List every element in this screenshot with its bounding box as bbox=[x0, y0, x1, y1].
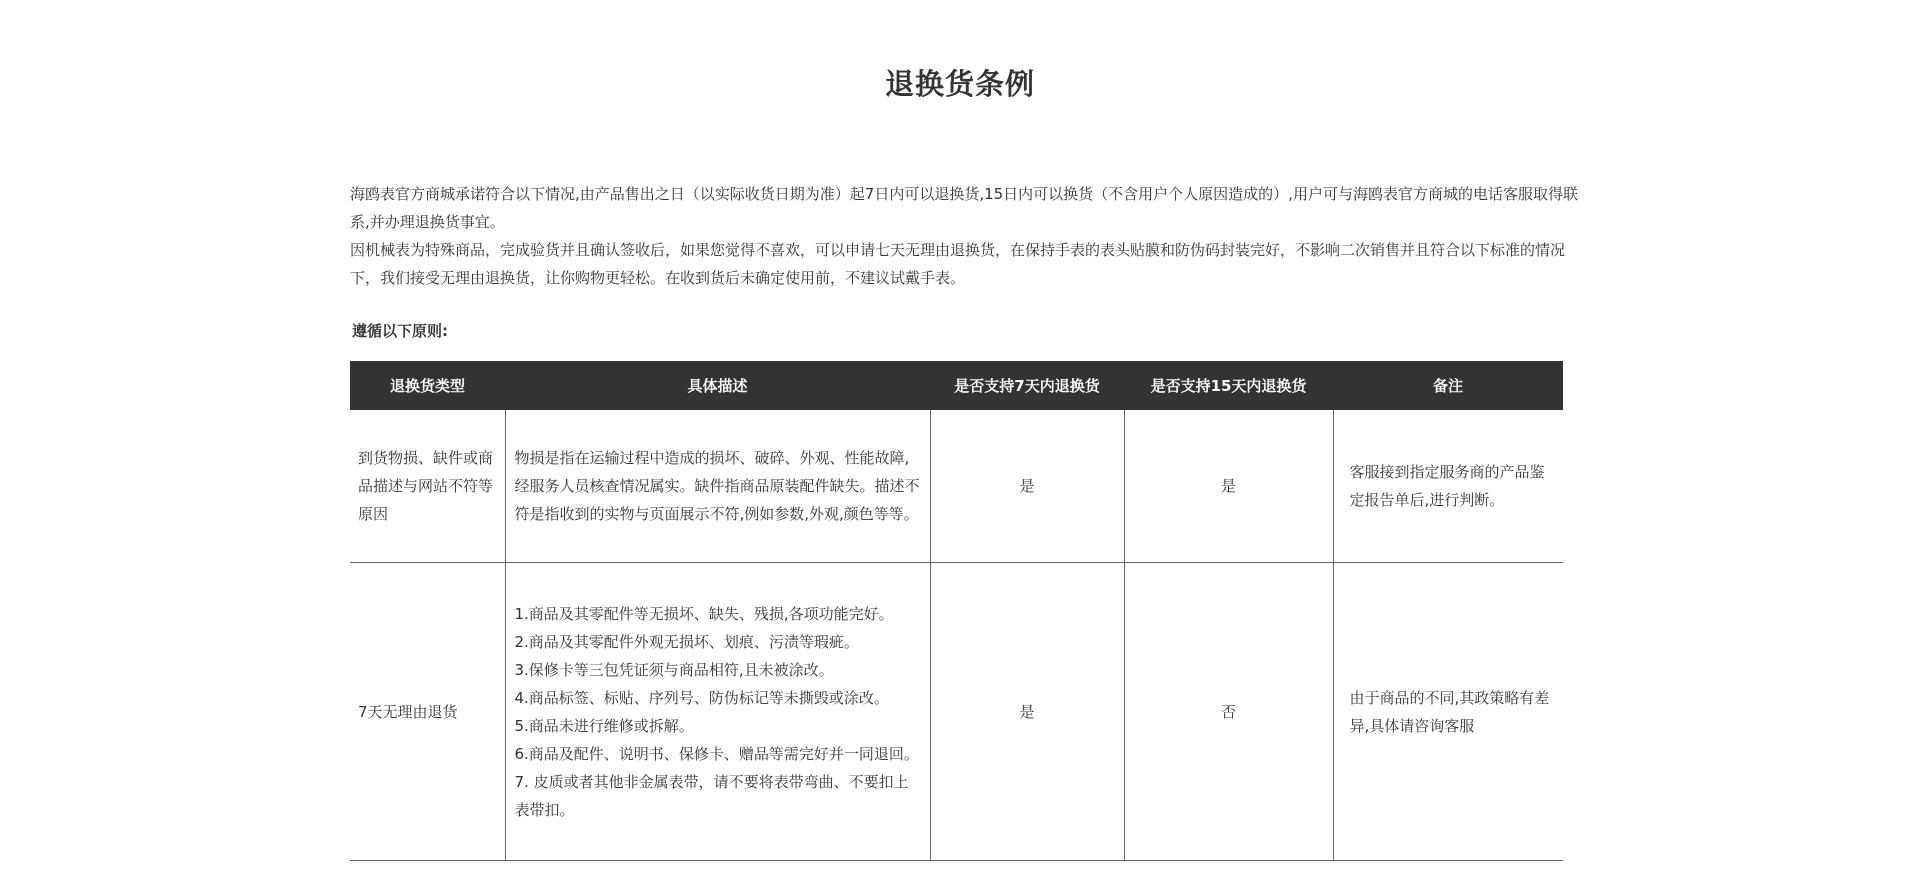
condition-item: 2.商品及其零配件外观无损坏、划痕、污渍等瑕疵。 bbox=[514, 632, 859, 651]
description-cell: 物损是指在运输过程中造成的损坏、破碎、外观、性能故障,经服务人员核查情况属实。缺件指商品原装配件缺失。描述不符是指收到的实物与页面展示不符,例如参数,外观,颜色等等。 bbox=[505, 410, 930, 563]
header-description: 具体描述 bbox=[505, 361, 930, 410]
condition-item: 4.商品标签、标贴、序列号、防伪标记等未撕毁或涂改。 bbox=[514, 688, 889, 707]
page-title: 退换货条例 bbox=[884, 67, 1035, 101]
return-policy-table bbox=[350, 361, 1563, 861]
return-type-cell: 7天无理由退货 bbox=[350, 563, 505, 861]
table-row bbox=[350, 410, 1563, 563]
header-7-day-support: 是否支持7天内退换货 bbox=[930, 361, 1124, 410]
table-header-row bbox=[350, 361, 1563, 410]
header-note: 备注 bbox=[1333, 361, 1563, 410]
fifteen-day-cell: 否 bbox=[1124, 563, 1333, 861]
intro-section bbox=[350, 180, 1590, 292]
seven-day-cell: 是 bbox=[930, 410, 1124, 563]
principle-label: 遵循以下原则: bbox=[352, 322, 448, 340]
condition-item: 3.保修卡等三包凭证须与商品相符,且未被涂改。 bbox=[514, 660, 834, 679]
fifteen-day-cell: 是 bbox=[1124, 410, 1333, 563]
condition-item: 7. 皮质或者其他非金属表带，请不要将表带弯曲、不要扣上表带扣。 bbox=[514, 772, 909, 819]
table-row bbox=[350, 563, 1563, 861]
header-return-type: 退换货类型 bbox=[350, 361, 505, 410]
description-cell bbox=[505, 563, 930, 861]
condition-item: 6.商品及配件、说明书、保修卡、赠品等需完好并一同退回。 bbox=[514, 744, 919, 763]
return-type-cell: 到货物损、缺件或商品描述与网站不符等原因 bbox=[350, 410, 505, 563]
header-15-day-support: 是否支持15天内退换货 bbox=[1124, 361, 1333, 410]
intro-paragraph-1: 海鸥表官方商城承诺符合以下情况,由产品售出之日（以实际收货日期为准）起7日内可以退换货,15日内可以换货（不含用户个人原因造成的）,用户可与海鸥表官方商城的电话客服取得联系,并办理退换货事宜。 bbox=[350, 185, 1578, 231]
intro-paragraph-2: 因机械表为特殊商品，完成验货并且确认签收后，如果您觉得不喜欢，可以申请七天无理由退换货，在保持手表的表头贴膜和防伪码封装完好，不影响二次销售并且符合以下标准的情况下，我们接受无理由退换货，让你购物更轻松。在收到货后未确定使用前，不建议试戴手表。 bbox=[350, 241, 1566, 287]
note-cell: 客服接到指定服务商的产品鉴定报告单后,进行判断。 bbox=[1333, 410, 1563, 563]
condition-item: 1.商品及其零配件等无损坏、缺失、残损,各项功能完好。 bbox=[514, 604, 894, 623]
condition-item: 5.商品未进行维修或拆解。 bbox=[514, 716, 694, 735]
seven-day-cell: 是 bbox=[930, 563, 1124, 861]
note-cell: 由于商品的不同,其政策略有差异,具体请咨询客服 bbox=[1333, 563, 1563, 861]
